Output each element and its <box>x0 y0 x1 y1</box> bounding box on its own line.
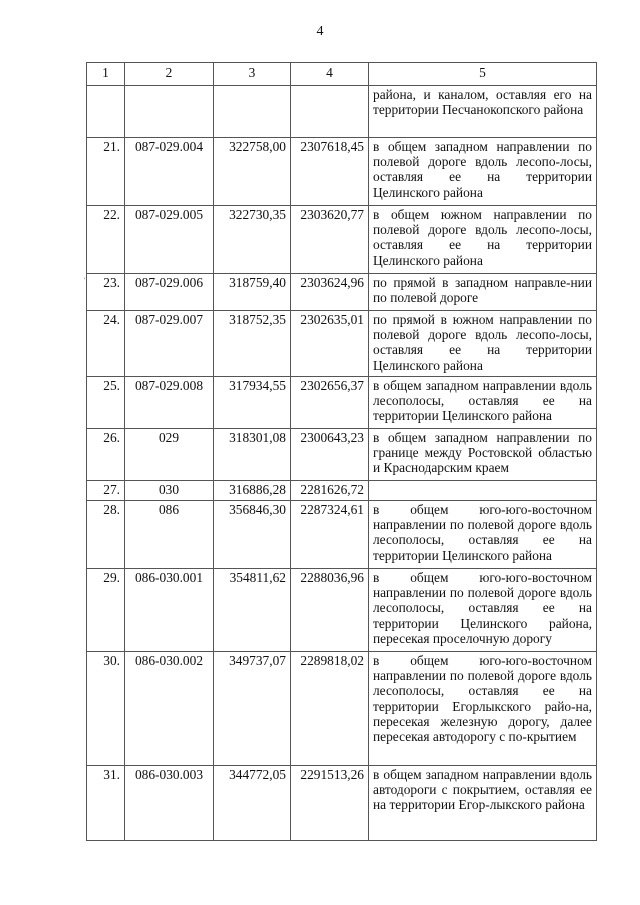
header-cell: 2 <box>125 63 214 86</box>
route-description: по прямой в южном направлении по полевой дороге вдоль лесопо-лосы, оставляя ее на территории Целинского района <box>369 311 597 377</box>
route-description: в общем западном направлении по полевой дороге вдоль лесопо-лосы, оставляя ее на территории Целинского района <box>369 138 597 206</box>
table-row <box>87 274 597 311</box>
boundary-table <box>86 62 597 841</box>
row-number <box>87 86 125 138</box>
header-cell: 4 <box>291 63 369 86</box>
row-number: 31. <box>87 766 125 841</box>
table-row <box>87 86 597 138</box>
point-code: 086-030.003 <box>125 766 214 841</box>
coord-y: 2289818,02 <box>291 652 369 766</box>
table-row <box>87 480 597 500</box>
route-description: в общем юго-юго-восточном направлении по полевой дороге вдоль лесополосы, оставляя ее на территории Целинского района, пересекая проселочную дорогу <box>369 569 597 652</box>
row-number: 23. <box>87 274 125 311</box>
row-number: 22. <box>87 206 125 274</box>
coord-x: 317934,55 <box>214 376 291 428</box>
route-description: в общем западном направлении вдоль автодороги с покрытием, оставляя ее на территории Егор-лыкского района <box>369 766 597 841</box>
point-code: 087-029.005 <box>125 206 214 274</box>
coord-x <box>214 86 291 138</box>
header-cell: 5 <box>369 63 597 86</box>
coord-x: 318301,08 <box>214 428 291 480</box>
table-row <box>87 766 597 841</box>
coord-x: 318752,35 <box>214 311 291 377</box>
coord-x: 356846,30 <box>214 501 291 569</box>
coord-x: 316886,28 <box>214 480 291 500</box>
point-code: 087-029.004 <box>125 138 214 206</box>
header-cell: 3 <box>214 63 291 86</box>
coord-x: 322758,00 <box>214 138 291 206</box>
coord-x: 349737,07 <box>214 652 291 766</box>
row-number: 24. <box>87 311 125 377</box>
coord-x: 344772,05 <box>214 766 291 841</box>
coord-y: 2288036,96 <box>291 569 369 652</box>
point-code: 086-030.002 <box>125 652 214 766</box>
margin-mark: ' <box>84 276 86 285</box>
table-row <box>87 376 597 428</box>
row-number: 21. <box>87 138 125 206</box>
route-description: по прямой в западном направле-нии по полевой дороге <box>369 274 597 311</box>
route-description: в общем западном направлении по границе между Ростовской областью и Краснодарским краем <box>369 428 597 480</box>
table-row <box>87 311 597 377</box>
row-number: 26. <box>87 428 125 480</box>
point-code: 086 <box>125 501 214 569</box>
row-number: 28. <box>87 501 125 569</box>
coord-y: 2307618,45 <box>291 138 369 206</box>
table-row <box>87 569 597 652</box>
page-number: 4 <box>316 24 324 39</box>
table-row <box>87 428 597 480</box>
coord-y <box>291 86 369 138</box>
row-number: 27. <box>87 480 125 500</box>
row-number: 25. <box>87 376 125 428</box>
coord-y: 2303620,77 <box>291 206 369 274</box>
route-description: района, и каналом, оставляя его на территории Песчанокопского района <box>369 86 597 138</box>
coord-y: 2302635,01 <box>291 311 369 377</box>
route-description: в общем юго-юго-восточном направлении по полевой дороге вдоль лесополосы, оставляя ее на территории Целинского района <box>369 501 597 569</box>
coord-x: 318759,40 <box>214 274 291 311</box>
row-number: 30. <box>87 652 125 766</box>
point-code <box>125 86 214 138</box>
coord-y: 2281626,72 <box>291 480 369 500</box>
table-row <box>87 138 597 206</box>
route-description: в общем южном направлении по полевой дороге вдоль лесопо-лосы, оставляя ее на территории Целинского района <box>369 206 597 274</box>
coord-x: 322730,35 <box>214 206 291 274</box>
point-code: 087-029.007 <box>125 311 214 377</box>
point-code: 086-030.001 <box>125 569 214 652</box>
route-description: в общем юго-юго-восточном направлении по полевой дороге вдоль лесополосы, оставляя ее на территории Егорлыкского райо-на, пересекая железную дорогу, далее пересекая автодорогу с по-крытием <box>369 652 597 766</box>
coord-y: 2302656,37 <box>291 376 369 428</box>
point-code: 029 <box>125 428 214 480</box>
point-code: 087-029.006 <box>125 274 214 311</box>
header-row <box>87 63 597 86</box>
row-number: 29. <box>87 569 125 652</box>
table-row <box>87 652 597 766</box>
coord-y: 2291513,26 <box>291 766 369 841</box>
route-description <box>369 480 597 500</box>
header-cell: 1 <box>87 63 125 86</box>
point-code: 087-029.008 <box>125 376 214 428</box>
point-code: 030 <box>125 480 214 500</box>
table-row <box>87 206 597 274</box>
coord-y: 2300643,23 <box>291 428 369 480</box>
coord-y: 2287324,61 <box>291 501 369 569</box>
coord-y: 2303624,96 <box>291 274 369 311</box>
route-description: в общем западном направлении вдоль лесополосы, оставляя ее на территории Целинского района <box>369 376 597 428</box>
table-row <box>87 501 597 569</box>
coord-x: 354811,62 <box>214 569 291 652</box>
